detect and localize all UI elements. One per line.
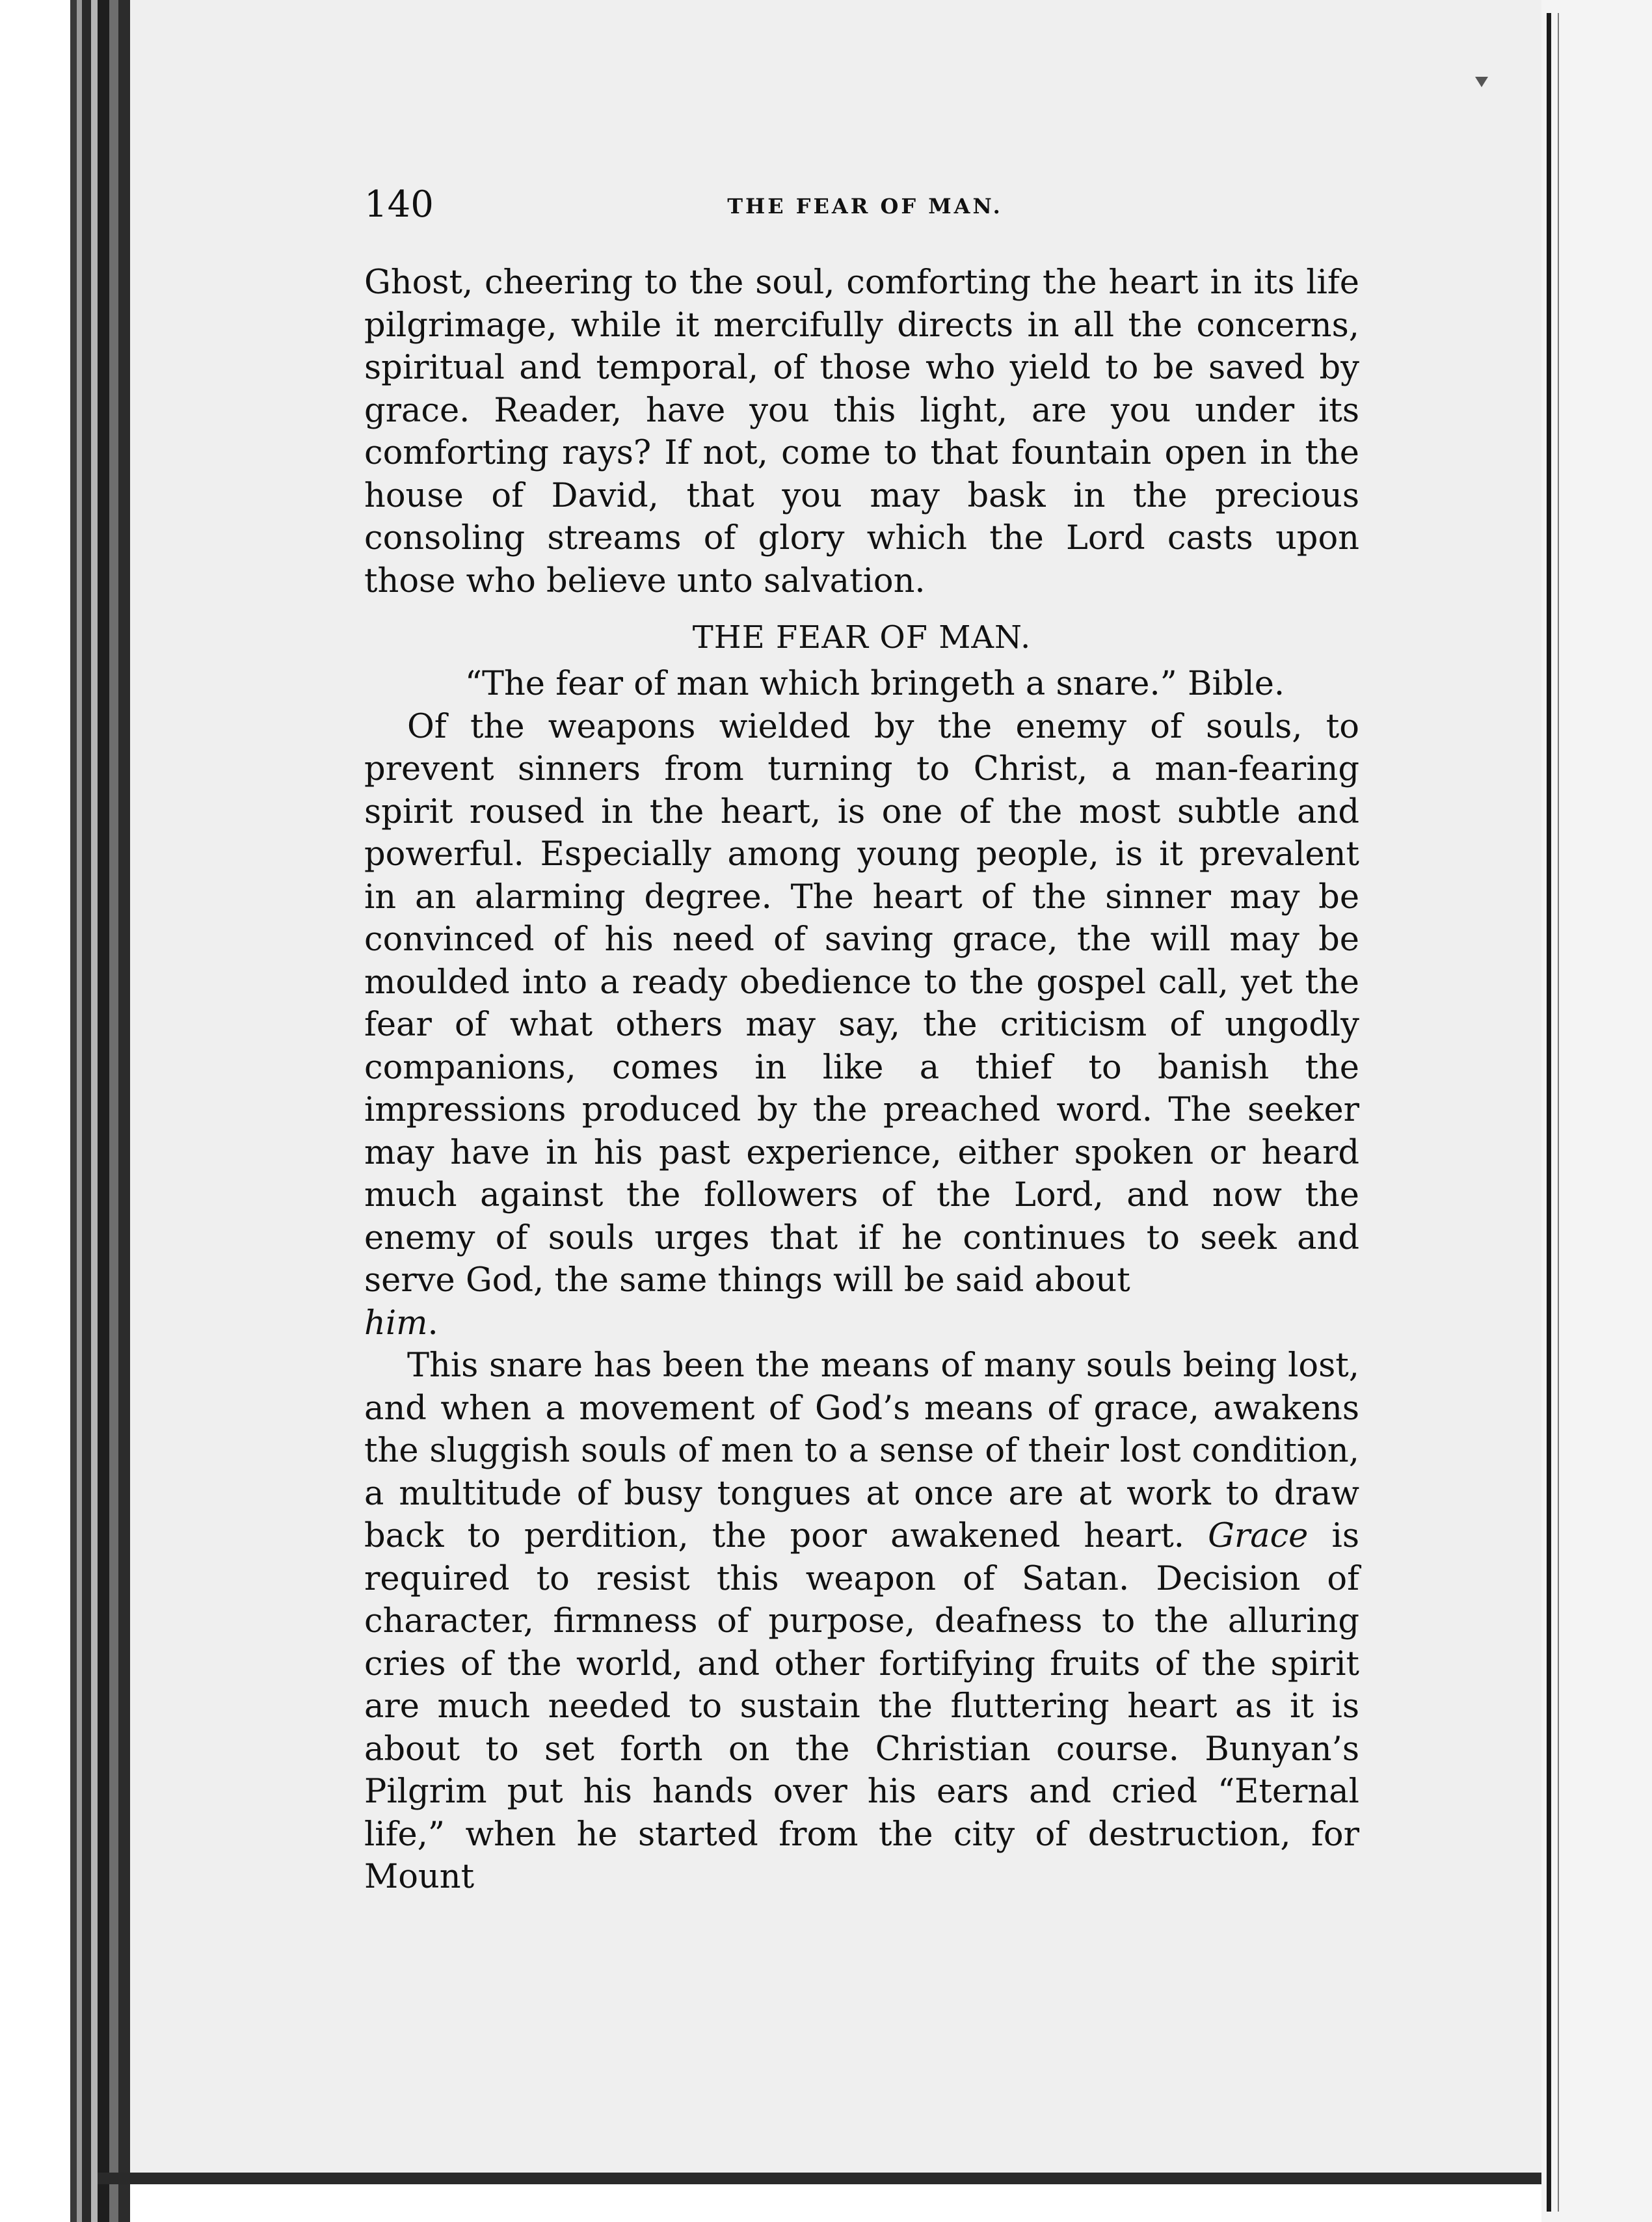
paragraph-2 [364, 1345, 1359, 1899]
page-bottom-edge [98, 2173, 1548, 2184]
running-title: THE FEAR OF MAN. [727, 194, 1003, 219]
epigraph: “The fear of man which bringeth a snare.” Bible. [464, 665, 1285, 703]
body-text [364, 261, 1359, 1899]
paragraph-1-emphasis: him [364, 1304, 428, 1343]
section-heading: THE FEAR OF MAN. [692, 619, 1032, 656]
page-number: 140 [364, 183, 434, 226]
continuation-paragraph: Ghost, cheering to the soul, comforting the heart in its life pilgrimage, while it mercifully directs in all the concerns, spiritual and temporal, of those who yield to be saved by grace. Reader, have you this light, are you under its comforting rays? If not, come to that fountain open in the house of David, that you may bask in the precious consoling streams of glory which the Lord casts upon those who believe unto salvation. [364, 263, 1359, 600]
paragraph-2-start: This snare has been the means of many souls being lost, and when a movement of God’s means of grace, awakens the sluggish souls of men to a sense of their lost condition, a multitude of busy tongues at once are at work to draw back to perdition, the poor awakened heart. [364, 1346, 1359, 1555]
scan-right-edge-line-inner [1558, 13, 1559, 2212]
running-head [364, 176, 1359, 234]
paragraph-1 [364, 706, 1359, 1345]
paragraph-2-emphasis: Grace [1208, 1517, 1309, 1555]
paragraph-1-text: Of the weapons wielded by the enemy of souls, to prevent sinners from turning to Christ, a man-fearing spirit roused in the heart, is one of the most subtle and powerful. Especially among young people, is it prevalent in an alarming degree. The heart of the sinner may be convinced of his need of saving grace, the will may be moulded into a ready obedience to the gospel call, yet the fear of what others may say, the criticism of ungodly companions, comes in like a thief to banish the impressions produced by the preached word. The seeker may have in his past experience, either spoken or heard much against the followers of the Lord, and now the enemy of souls urges that if he continues to seek and serve God, the same things will be said about [364, 707, 1359, 1300]
scan-right-edge-line [1547, 13, 1551, 2212]
paragraph-1-end: . [427, 1304, 438, 1343]
scan-binding-edge [0, 0, 130, 2222]
paragraph-2-end: is required to resist this weapon of Satan. Decision of character, firmness of purpose, deafness to the alluring cries of the world, and other fortifying fruits of the spirit are much needed to sustain the fluttering heart as it is about to set forth on the Christian course. Bunyan’s Pilgrim put his hands over his ears and cried “Eternal life,” when he started from the city of destruction, for Mount [364, 1517, 1359, 1896]
page-corner-mark [1475, 77, 1488, 87]
